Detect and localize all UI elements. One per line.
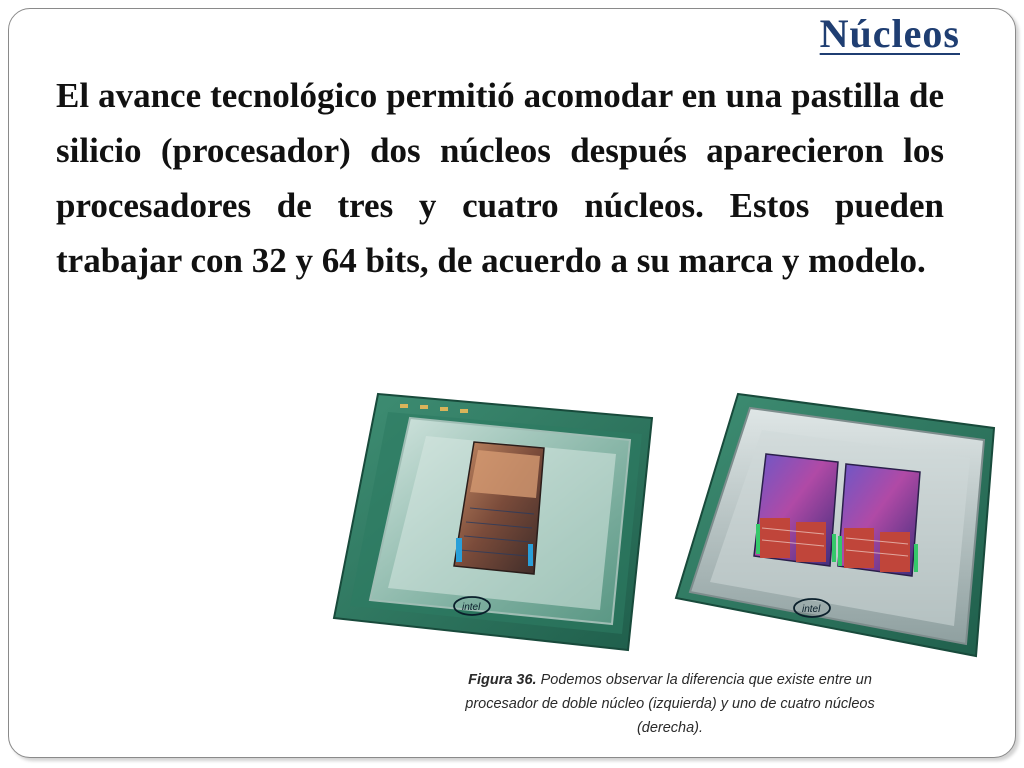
quad-core-processor xyxy=(676,394,994,656)
processor-figure xyxy=(330,388,1000,658)
figure-caption xyxy=(460,668,880,740)
caption-lead: Figura 36. xyxy=(468,672,537,688)
slide-body-text: El avance tecnológico permitió acomodar en una pastilla de silicio (procesador) dos núcleos después aparecieron los procesadores de tres y cuatro núcleos. Estos pueden trabajar con 32 y 64 bits, de acuerdo a su marca y modelo. xyxy=(56,76,944,280)
slide-title: Núcleos xyxy=(819,11,960,56)
dual-core-processor xyxy=(334,394,652,650)
intel-logo-right: intel xyxy=(802,604,821,615)
intel-logo-left: intel xyxy=(462,602,481,613)
caption-text: Podemos observar la diferencia que existe entre un procesador de doble núcleo (izquierda) y uno de cuatro núcleos (derecha). xyxy=(465,672,875,736)
